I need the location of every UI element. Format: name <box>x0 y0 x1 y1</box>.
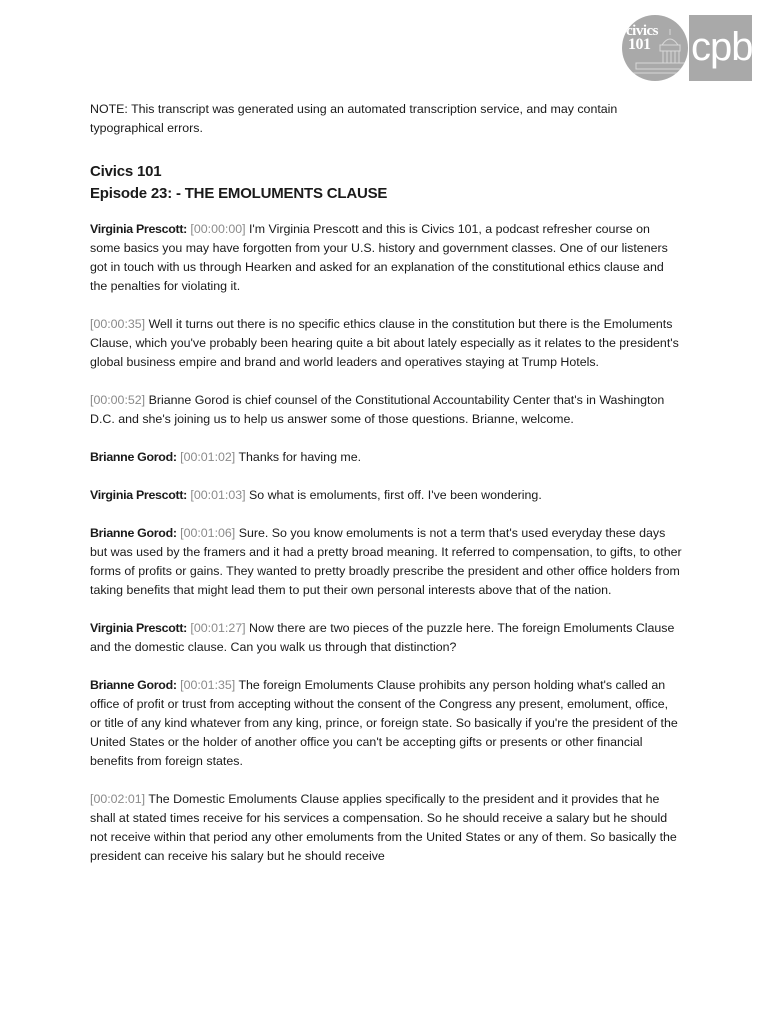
timestamp: [00:01:02] <box>180 450 236 464</box>
paragraph-text: The Domestic Emoluments Clause applies specifically to the president and it provides that he shall at stated times receive for his services a compensation. So he should receive a salary but he should not receive within that period any other emoluments from the United States or any of them. So basically the president can receive his salary but he should receive <box>90 792 677 863</box>
timestamp: [00:01:27] <box>190 621 246 635</box>
paragraph-text: Now there are two pieces of the puzzle here. The foreign Emoluments Clause and the domestic clause. Can you walk us through that distinction? <box>90 621 675 654</box>
transcript-paragraph <box>90 315 682 372</box>
transcript-paragraph <box>90 220 682 296</box>
timestamp: [00:01:35] <box>180 678 236 692</box>
paragraph-text: Well it turns out there is no specific ethics clause in the constitution but there is the Emoluments Clause, which you've probably been hearing quite a bit about lately especially as it relates to the president's global business empire and brand and world leaders and operatives staying at Trump Hotels. <box>90 317 679 369</box>
speaker-name: Virginia Prescott: <box>90 222 187 236</box>
speaker-name: Virginia Prescott: <box>90 621 187 635</box>
paragraph-text: The foreign Emoluments Clause prohibits any person holding what's called an office of profit or trust from accepting without the consent of the Congress any present, emolument, office, or title of any kind whatever from any king, prince, or foreign state. So basically if you're the president of the United States or the holder of another office you can't be accepting gifts or presents or other financial benefits from foreign states. <box>90 678 678 768</box>
header-logos <box>622 15 752 83</box>
timestamp: [00:01:03] <box>190 488 246 502</box>
speaker-name: Virginia Prescott: <box>90 488 187 502</box>
transcript-body <box>90 100 682 885</box>
cpb-logo <box>689 15 752 81</box>
timestamp: [00:02:01] <box>90 792 146 806</box>
paragraph-text: Sure. So you know emoluments is not a term that's used everyday these days but was used by the framers and it had a pretty broad meaning. It referred to compensation, to gifts, to other forms of profits or gains. They wanted to pretty broadly prescribe the president and other office holders from taking benefits that might lead them to put their own personal interests above that of the nation. <box>90 526 682 597</box>
episode-title: Episode 23: - THE EMOLUMENTS CLAUSE <box>90 185 388 202</box>
civics-wordmark-line1: civics <box>626 23 658 39</box>
cpb-wordmark: cpb <box>691 25 753 69</box>
transcript-title <box>90 161 682 205</box>
civics-101-logo <box>622 15 688 81</box>
paragraph-text: Brianne Gorod is chief counsel of the Constitutional Accountability Center that's in Washington D.C. and she's joining us to help us answer some of those questions. Brianne, welcome. <box>90 393 665 426</box>
timestamp: [00:00:35] <box>90 317 146 331</box>
show-title: Civics 101 <box>90 163 162 180</box>
transcript-paragraph <box>90 790 682 866</box>
paragraph-text: So what is emoluments, first off. I've been wondering. <box>245 488 542 502</box>
civics-101-wordmark <box>626 25 658 51</box>
transcript-paragraph <box>90 524 682 600</box>
timestamp: [00:01:06] <box>180 526 236 540</box>
transcript-paragraph <box>90 676 682 771</box>
transcript-paragraph <box>90 486 682 505</box>
speaker-name: Brianne Gorod: <box>90 678 177 692</box>
transcript-paragraph <box>90 448 682 467</box>
transcript-paragraph <box>90 619 682 657</box>
transcription-note: NOTE: This transcript was generated using an automated transcription service, and may contain typographical errors. <box>90 102 618 135</box>
transcript-paragraph <box>90 391 682 429</box>
civics-wordmark-line2: 101 <box>628 36 651 53</box>
timestamp: [00:00:52] <box>90 393 146 407</box>
timestamp: [00:00:00] <box>190 222 246 236</box>
speaker-name: Brianne Gorod: <box>90 450 177 464</box>
paragraph-text: Thanks for having me. <box>235 450 362 464</box>
paragraph-text: I'm Virginia Prescott and this is Civics 101, a podcast refresher course on some basics you may have forgotten from your U.S. history and government classes. One of our listeners got in touch with us through Hearken and asked for an explanation of the constitutional ethics clause and the penalties for violating it. <box>90 222 668 293</box>
speaker-name: Brianne Gorod: <box>90 526 177 540</box>
